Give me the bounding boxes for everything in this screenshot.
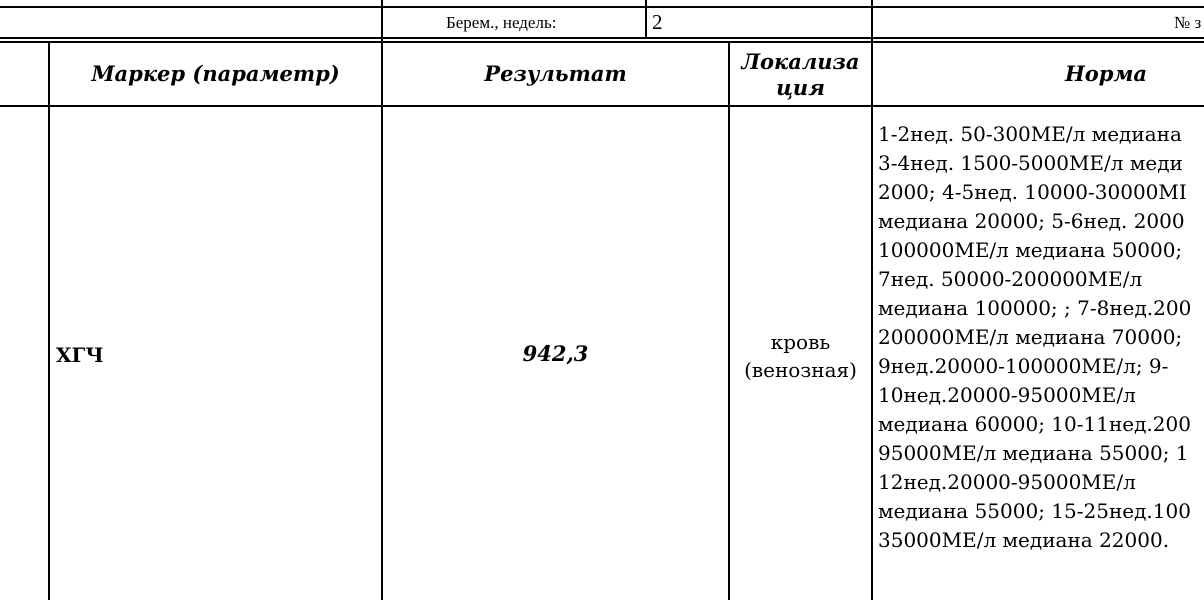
norm-line: 100000МЕ/л медиана 50000;	[878, 238, 1183, 262]
localization-line1: кровь	[770, 330, 831, 354]
norm-line: медиана 55000; 15-25нед.100	[878, 499, 1191, 523]
norm-line: 7нед. 50000-200000МЕ/л	[878, 267, 1143, 291]
norm-line: 1-2нед. 50-300МЕ/л медиана	[878, 122, 1182, 146]
weeks-value: 2	[652, 10, 663, 34]
norm-line: медиана 20000; 5-6нед. 2000	[878, 209, 1185, 233]
norm-line: медиана 100000; ; 7-8нед.200	[878, 296, 1192, 320]
weeks-label: Берем., недель:	[446, 13, 557, 32]
norm-line: 95000МЕ/л медиана 55000; 1	[878, 441, 1189, 465]
header-localization-line2: ция	[776, 75, 825, 100]
norm-line: 2000; 4-5нед. 10000-30000МI	[878, 180, 1187, 204]
marker-value: ХГЧ	[56, 343, 104, 367]
table-line-meta-divider	[645, 0, 647, 38]
header-norm: Норма	[1064, 61, 1148, 86]
header-result: Результат	[484, 61, 627, 86]
norm-line: 12нед.20000-95000МЕ/л	[878, 470, 1136, 494]
norm-line: 10нед.20000-95000МЕ/л	[878, 383, 1136, 407]
localization-value	[730, 328, 871, 384]
table-line-header-bottom	[0, 105, 1204, 107]
header-localization	[730, 45, 871, 105]
table-line-col1	[48, 41, 50, 600]
number-label: № з	[1174, 13, 1202, 32]
norm-line: медиана 60000; 10-11нед.200	[878, 412, 1191, 436]
localization-line2: (венозная)	[744, 358, 857, 382]
norm-line: 200000МЕ/л медиана 70000;	[878, 325, 1183, 349]
table-line-top	[0, 6, 1204, 8]
norm-line: 35000МЕ/л медиана 22000.	[878, 528, 1170, 552]
norm-line: 9нед.20000-100000МЕ/л; 9-	[878, 354, 1169, 378]
header-marker: Маркер (параметр)	[91, 61, 340, 86]
norm-text	[878, 120, 1204, 555]
header-localization-line1: Локализа	[741, 49, 860, 74]
table-line-meta-bottom	[0, 37, 1204, 39]
norm-line: 3-4нед. 1500-5000МЕ/л меди	[878, 151, 1183, 175]
table-line-col3	[728, 41, 730, 600]
result-value: 942,3	[522, 341, 589, 366]
